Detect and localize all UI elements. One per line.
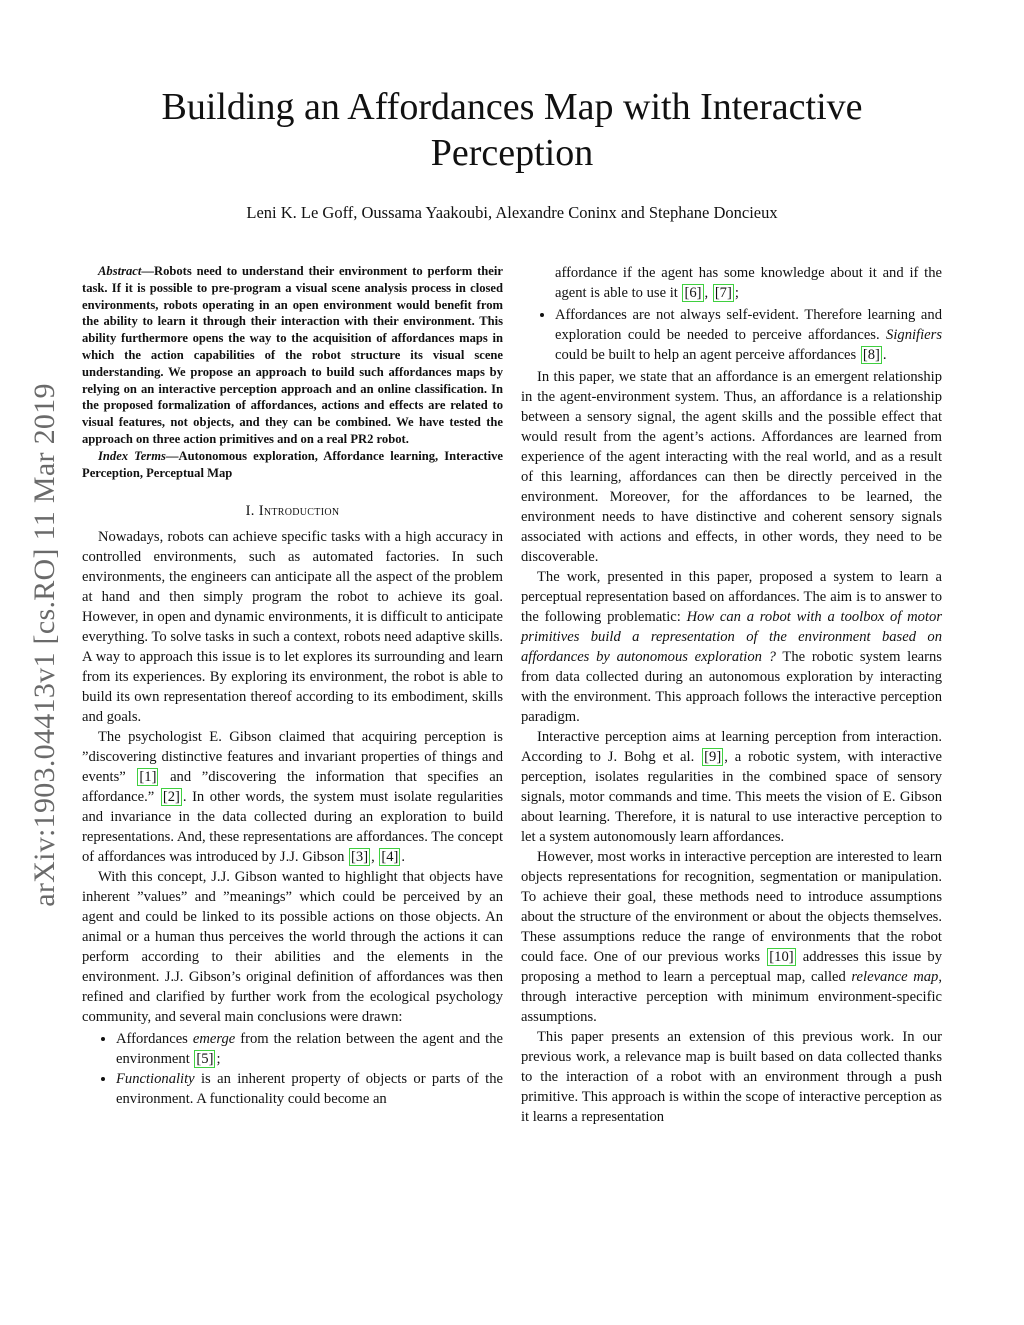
intro-paragraph-4: In this paper, we state that an affordance is an emergent relationship in the agent-environment system. Thus, an affordance is a relationship between a sensory signal, the agent skills and the possible effect that would result from the agent’s actions. Affordances are learned from experience of the agent interacting with the real world, and as a result of this learning, affordances can then be directly perceived in the environment. Moreover, for the affordances to be learned, the environment needs to have distinctive and coherent sensory signals associated with actions and effects, in other words, they need to be discoverable. [521, 369, 942, 565]
emphasis-text: emerge [192, 1031, 236, 1048]
left-column [82, 263, 503, 1111]
paragraph-text: Interactive perception aims at learning perception from interaction. According to J. Bohg et al. [521, 729, 942, 765]
citation-link[interactable]: [6] [684, 285, 702, 301]
arxiv-identifier-stamp [24, 350, 66, 940]
intro-paragraph-1: Nowadays, robots can achieve specific tasks with a high accuracy in controlled environments, such as automated factories. In such environments, the engineers can anticipate all the aspect of the problem at hand and then simply program the robot to achieve its goal. However, in open and dynamic environments, it is difficult to anticipate everything. To solve tasks in such a context, robots need adaptive skills. A way to approach this issue is to let explores its surrounding and learn from its experiences. By exploring its environment, the robot is able to build its own representation thereof according to its embodiment, skills and goals. [82, 529, 503, 726]
paragraph-text: is an inherent property of objects or parts of the environment. A functionality could become an [116, 1071, 503, 1108]
conclusions-list-right [521, 305, 942, 365]
intro-paragraph-6 [521, 727, 942, 847]
paragraph-text: Affordances are not always self-evident. Therefore learning and exploration could be needed to perceive affordances. [555, 307, 942, 343]
index-terms: Index Terms—Autonomous exploration, Affordance learning, Interactive Perception, Perceptual Map [82, 448, 503, 480]
citation-link[interactable]: [10] [769, 949, 794, 965]
paragraph-text: ; [216, 1051, 221, 1068]
paragraph-text: ; [734, 285, 739, 301]
citation-link[interactable]: [5] [196, 1051, 214, 1068]
citation-link[interactable]: [4] [381, 849, 399, 866]
emphasis-text: Signifiers [886, 327, 942, 343]
paragraph-text: affordance if the agent has some knowledge about it and if the agent is able to use it [555, 265, 942, 301]
paragraph-text: addresses this issue by proposing a method to learn a perceptual map, called [521, 949, 942, 985]
list-item [555, 263, 942, 303]
paragraph-text: . [401, 849, 406, 866]
paragraph-text: However, most works in interactive perception are interested to learn objects representations for recognition, segmentation or manipulation. To achieve their goal, these methods need to introduce assumptions about the structure of the environment or about the objects themselves. These assumptions reduce the range of environments that the robot could face. One of our previous works [521, 849, 942, 965]
paragraph-text: , a robotic system, with interactive perception, isolates regularities in the combined space of sensory signals, motor commands and time. This meets the vision of E. Gibson about learning. Therefore, it is natural to use interactive perception to let a system autonomously learn affordances. [521, 749, 943, 845]
section-heading-introduction [82, 501, 503, 521]
paragraph-text: The work, presented in this paper, proposed a system to learn a perceptual representation based on affordances. The aim is to answer to the following problematic: [521, 569, 942, 625]
list-item [116, 1029, 503, 1069]
paragraph-text: from the relation between the agent and the environment [116, 1031, 503, 1068]
abstract-text: Robots need to understand their environment to perform their task. If it is possible to pre-program a visual scene analysis process in closed environments, robots operating in an open environment would benefit from the ability to learn it through their interaction with their environment. This ability furthermore opens the way to the acquisition of affordances maps in which the action capabilities of the robot structure its visual scene understanding. We propose an approach to build such affordances maps by relying on an interactive perception approach and an online classification. In the proposed formalization of affordances, actions and effects are related to visual features, not objects, and they can be combined. We have tested the approach on three action primitives and on a real PR2 robot. [82, 264, 503, 446]
list-item [555, 305, 942, 365]
abstract-lead: Abstract [98, 264, 142, 278]
section-number: I. [245, 503, 255, 520]
abstract: Abstract—Robots need to understand their environment to perform their task. If it is possible to pre-program a visual scene analysis process in closed environments, robots operating in an open environment would benefit from the ability to learn it through their interaction with their environment. This ability furthermore opens the way to the acquisition of affordances maps in which the action capabilities of the robot structure its visual scene understanding. We propose an approach to build such affordances maps by relying on an interactive perception approach and an online classification. In the proposed formalization of affordances, actions and effects are related to visual features, not objects, and they can be combined. We have tested the approach on three action primitives and on a real PR2 robot. [82, 264, 503, 446]
intro-paragraph-8: This paper presents an extension of this previous work. In our previous work, a relevance map is built based on data collected thanks to the interaction of a robot with an environment through a push primitive. This approach is within the scope of interactive perception as it learns a representation [521, 1029, 942, 1125]
paragraph-text: . [882, 347, 887, 363]
emphasis-text: Functionality [116, 1071, 195, 1088]
right-column [521, 263, 942, 1127]
list-item [116, 1069, 503, 1109]
citation-link[interactable]: [1] [139, 769, 157, 786]
intro-paragraph-2 [82, 727, 503, 867]
paragraph-text: and ”discovering the information that specifies an affordance.” [82, 769, 503, 806]
index-terms-text: Autonomous exploration, Affordance learning, Interactive Perception, Perceptual Map [82, 448, 503, 480]
paragraph-text: , [704, 285, 709, 301]
paragraph-text: The psychologist E. Gibson claimed that acquiring perception is ”discovering distinctive features and invariant properties of things and events” [82, 729, 503, 786]
citation-link[interactable]: [9] [704, 749, 722, 765]
intro-paragraph-3: With this concept, J.J. Gibson wanted to highlight that objects have inherent ”values” and ”meanings” which could be perceived by an agent and could be linked to its possible actions on those objects. An animal or a human thus perceives the world through the actions it can perform according to their abilities and the elements in the environment. J.J. Gibson’s original definition of affordances was then refined and clarified by further work from the ecological psychology community, and several main conclusions were drawn: [82, 869, 503, 1026]
intro-paragraph-5 [521, 567, 942, 727]
arxiv-identifier-text: arXiv:1903.04413v1 [cs.RO] 11 Mar 2019 [28, 383, 61, 907]
emphasis-text: relevance map [851, 969, 939, 985]
paper-title: Building an Affordances Map with Interactive Perception [161, 86, 863, 174]
paragraph-text: . In other words, the system must isolate regularities and invariance in the data collected during an exploration to build representations. And, these representations are affordances. The concept of affordances was introduced by J.J. Gibson [82, 789, 503, 866]
section-title: Introduction [258, 503, 340, 520]
citation-link[interactable]: [8] [862, 347, 880, 363]
author-list: Leni K. Le Goff, Oussama Yaakoubi, Alexandre Coninx and Stephane Doncieux [246, 203, 778, 222]
conclusions-list [82, 1029, 503, 1109]
citation-link[interactable]: [7] [714, 285, 732, 301]
paragraph-text: could be built to help an agent perceive affordances [555, 347, 860, 363]
conclusions-list-continued [521, 263, 942, 303]
citation-link[interactable]: [3] [351, 849, 369, 866]
paragraph-text: , [371, 849, 375, 866]
citation-link[interactable]: [2] [162, 789, 180, 806]
paragraph-text: , through interactive perception with minimum environment-specific assumptions. [521, 969, 942, 1025]
index-terms-lead: Index Terms [98, 448, 166, 463]
paragraph-text: The robotic system learns from data collected during an autonomous exploration by interacting with the environment. This approach follows the interactive perception paradigm. [521, 649, 942, 725]
emphasis-text: How can a robot with a toolbox of motor primitives build a representation of the environment based on affordances by autonomous exploration ? [521, 609, 942, 665]
paragraph-text: Affordances [116, 1031, 193, 1048]
intro-paragraph-7 [521, 847, 942, 1027]
